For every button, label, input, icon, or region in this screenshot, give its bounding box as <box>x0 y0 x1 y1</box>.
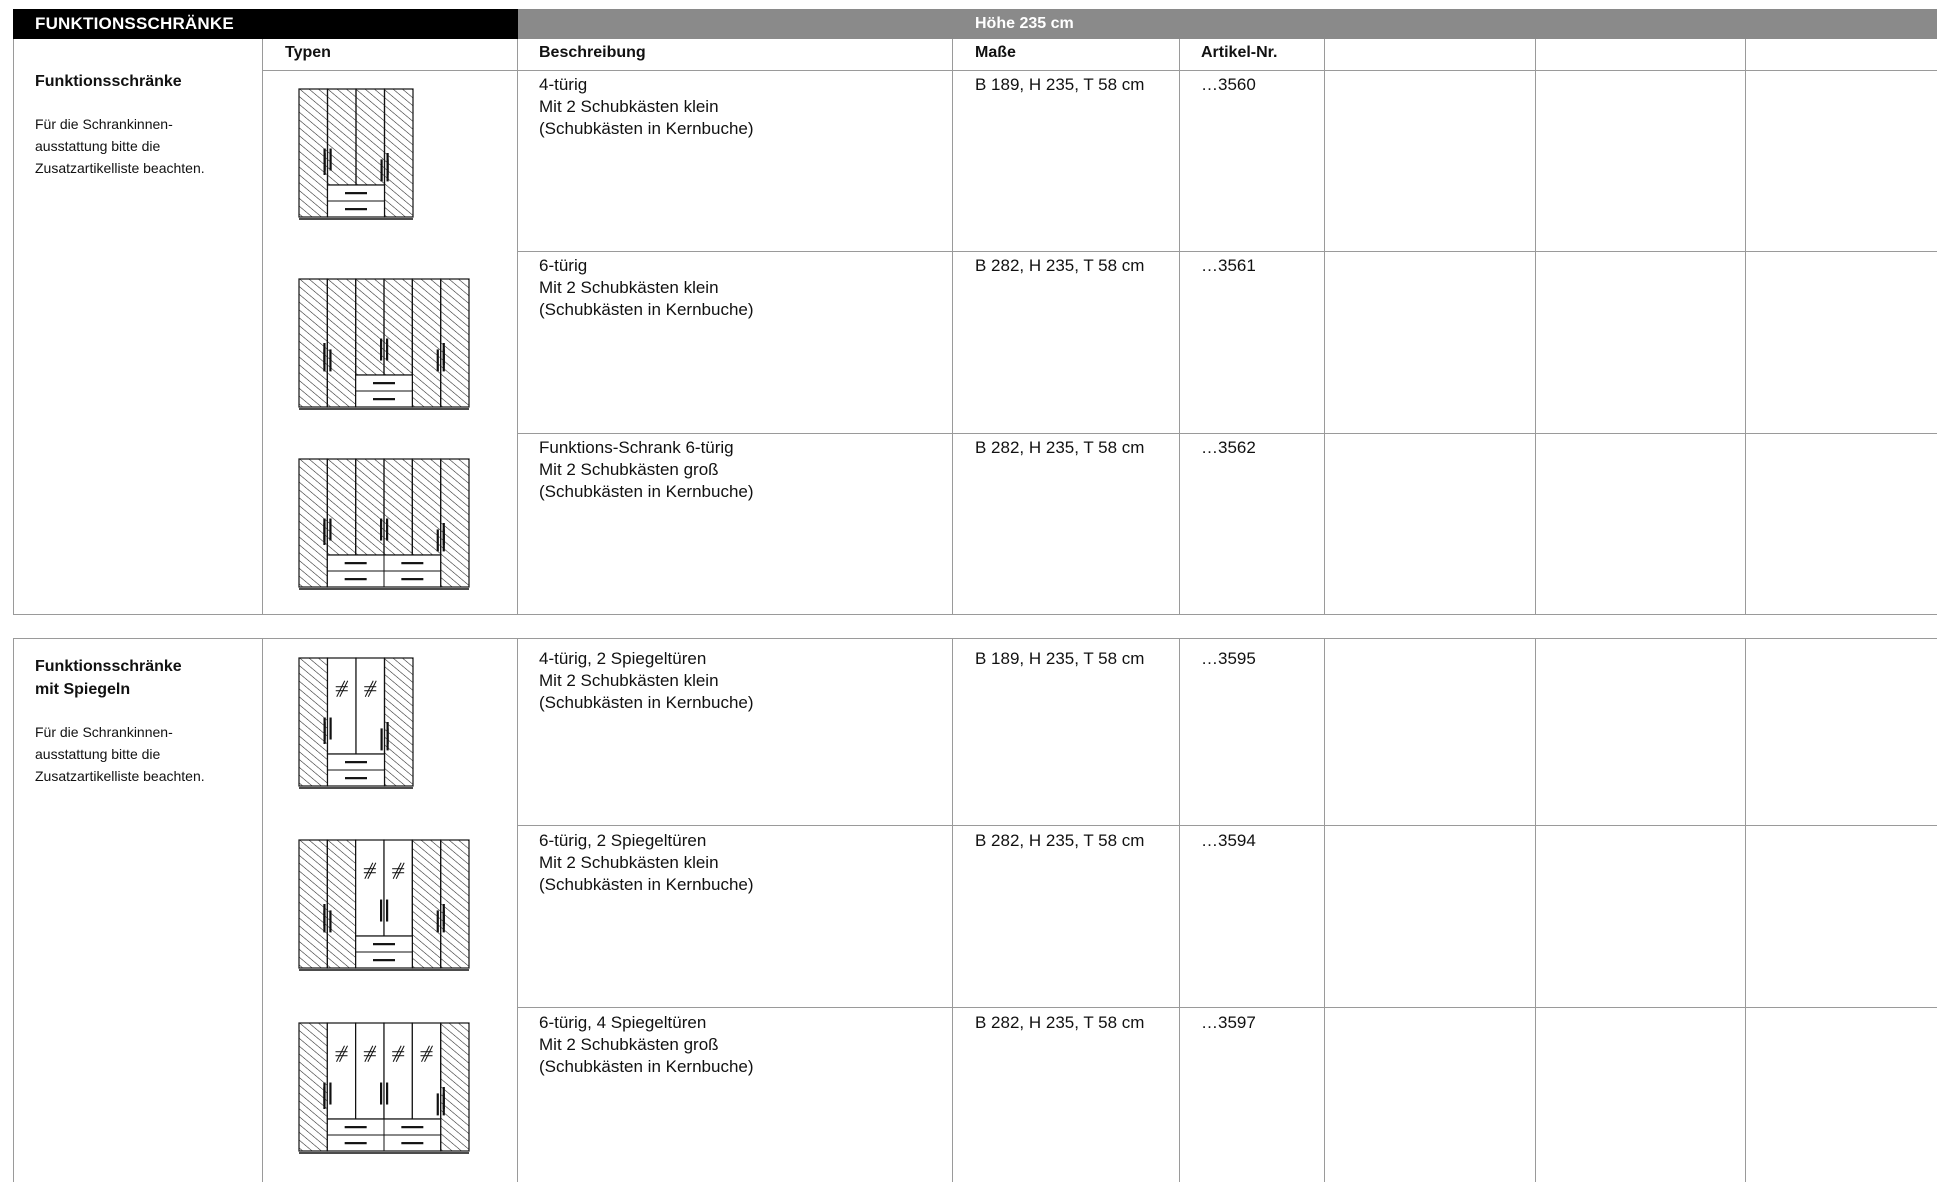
row-description <box>539 255 754 321</box>
column-header-dimensions: Maße <box>975 44 1016 61</box>
mirror-door-panel <box>328 658 357 754</box>
column-header-types: Typen <box>285 44 331 61</box>
description-line: 4-türig, 2 Spiegeltüren <box>539 649 707 668</box>
row-article-number: …3562 <box>1201 438 1256 457</box>
door-panel <box>299 459 327 587</box>
mirror-door-panel <box>356 840 384 936</box>
door-panel <box>327 279 355 407</box>
row-dimensions: B 282, H 235, T 58 cm <box>975 831 1145 850</box>
column-header-description: Beschreibung <box>539 44 646 61</box>
row-article-number: …3561 <box>1201 256 1256 275</box>
row-dimensions: B 189, H 235, T 58 cm <box>975 75 1145 94</box>
section-title-line: Funktionsschränke <box>35 658 182 675</box>
row-description <box>539 437 754 503</box>
description-line: 4-türig <box>539 75 588 94</box>
note-line: ausstattung bitte die <box>35 138 161 154</box>
wardrobe-6-door-icon <box>298 278 470 410</box>
door-panel <box>299 279 327 407</box>
description-line: (Schubkästen in Kernbuche) <box>539 1057 754 1076</box>
door-panel <box>385 89 414 217</box>
door-panel <box>299 89 328 217</box>
door-panel <box>384 459 412 555</box>
wardrobe-6-door-large-drawers-icon <box>298 458 470 590</box>
row-description <box>539 74 754 140</box>
row-article-number: …3597 <box>1201 1013 1256 1032</box>
row-description <box>539 648 754 714</box>
section-note <box>35 113 205 179</box>
section-note <box>35 721 205 787</box>
row-description <box>539 1012 754 1078</box>
description-line: Mit 2 Schubkästen klein <box>539 97 719 116</box>
mirror-door-panel <box>356 1023 384 1119</box>
door-panel <box>385 658 414 786</box>
door-panel <box>327 840 355 968</box>
door-panel <box>299 1023 327 1151</box>
note-line: Für die Schrankinnen- <box>35 724 173 740</box>
door-panel <box>299 658 328 786</box>
door-panel <box>327 459 355 555</box>
section-title: Funktionsschränke <box>35 73 182 90</box>
section-title-line: mit Spiegeln <box>35 681 131 698</box>
door-panel <box>441 459 469 587</box>
door-panel <box>356 89 385 185</box>
description-line: Mit 2 Schubkästen klein <box>539 853 719 872</box>
wardrobe-6-door-2-mirror-icon <box>298 839 470 971</box>
door-panel <box>356 459 384 555</box>
door-panel <box>441 279 469 407</box>
door-panel <box>441 840 469 968</box>
description-line: Mit 2 Schubkästen groß <box>539 460 719 479</box>
door-panel <box>356 279 384 375</box>
description-line: Mit 2 Schubkästen groß <box>539 1035 719 1054</box>
note-line: Zusatzartikelliste beachten. <box>35 768 205 784</box>
height-label: Höhe 235 cm <box>975 15 1074 32</box>
mirror-door-panel <box>327 1023 355 1119</box>
table-title: FUNKTIONSSCHRÄNKE <box>13 9 518 39</box>
row-description <box>539 830 754 896</box>
description-line: Funktions-Schrank 6-türig <box>539 438 734 457</box>
description-line: (Schubkästen in Kernbuche) <box>539 482 754 501</box>
description-line: Mit 2 Schubkästen klein <box>539 671 719 690</box>
door-panel <box>412 459 440 555</box>
description-line: 6-türig <box>539 256 588 275</box>
note-line: ausstattung bitte die <box>35 746 161 762</box>
wardrobe-4-door-mirror-icon <box>298 657 414 789</box>
description-line: (Schubkästen in Kernbuche) <box>539 300 754 319</box>
mirror-door-panel <box>384 1023 412 1119</box>
door-panel <box>299 840 327 968</box>
door-panel <box>412 279 440 407</box>
description-line: (Schubkästen in Kernbuche) <box>539 693 754 712</box>
description-line: 6-türig, 4 Spiegeltüren <box>539 1013 707 1032</box>
row-article-number: …3594 <box>1201 831 1256 850</box>
row-dimensions: B 282, H 235, T 58 cm <box>975 438 1145 457</box>
column-header-article: Artikel-Nr. <box>1201 44 1278 61</box>
description-line: 6-türig, 2 Spiegeltüren <box>539 831 707 850</box>
mirror-door-panel <box>384 840 412 936</box>
header-bar <box>518 9 1937 39</box>
row-article-number: …3560 <box>1201 75 1256 94</box>
door-panel <box>328 89 357 185</box>
door-panel <box>384 279 412 375</box>
row-dimensions: B 282, H 235, T 58 cm <box>975 256 1145 275</box>
description-line: (Schubkästen in Kernbuche) <box>539 875 754 894</box>
door-panel <box>441 1023 469 1151</box>
door-panel <box>412 840 440 968</box>
wardrobe-4-door-icon <box>298 88 414 220</box>
section-title <box>35 655 182 701</box>
note-line: Zusatzartikelliste beachten. <box>35 160 205 176</box>
description-line: Mit 2 Schubkästen klein <box>539 278 719 297</box>
wardrobe-6-door-4-mirror-icon <box>298 1022 470 1154</box>
mirror-door-panel <box>356 658 385 754</box>
row-dimensions: B 282, H 235, T 58 cm <box>975 1013 1145 1032</box>
row-article-number: …3595 <box>1201 649 1256 668</box>
mirror-door-panel <box>412 1023 440 1119</box>
row-dimensions: B 189, H 235, T 58 cm <box>975 649 1145 668</box>
description-line: (Schubkästen in Kernbuche) <box>539 119 754 138</box>
note-line: Für die Schrankinnen- <box>35 116 173 132</box>
